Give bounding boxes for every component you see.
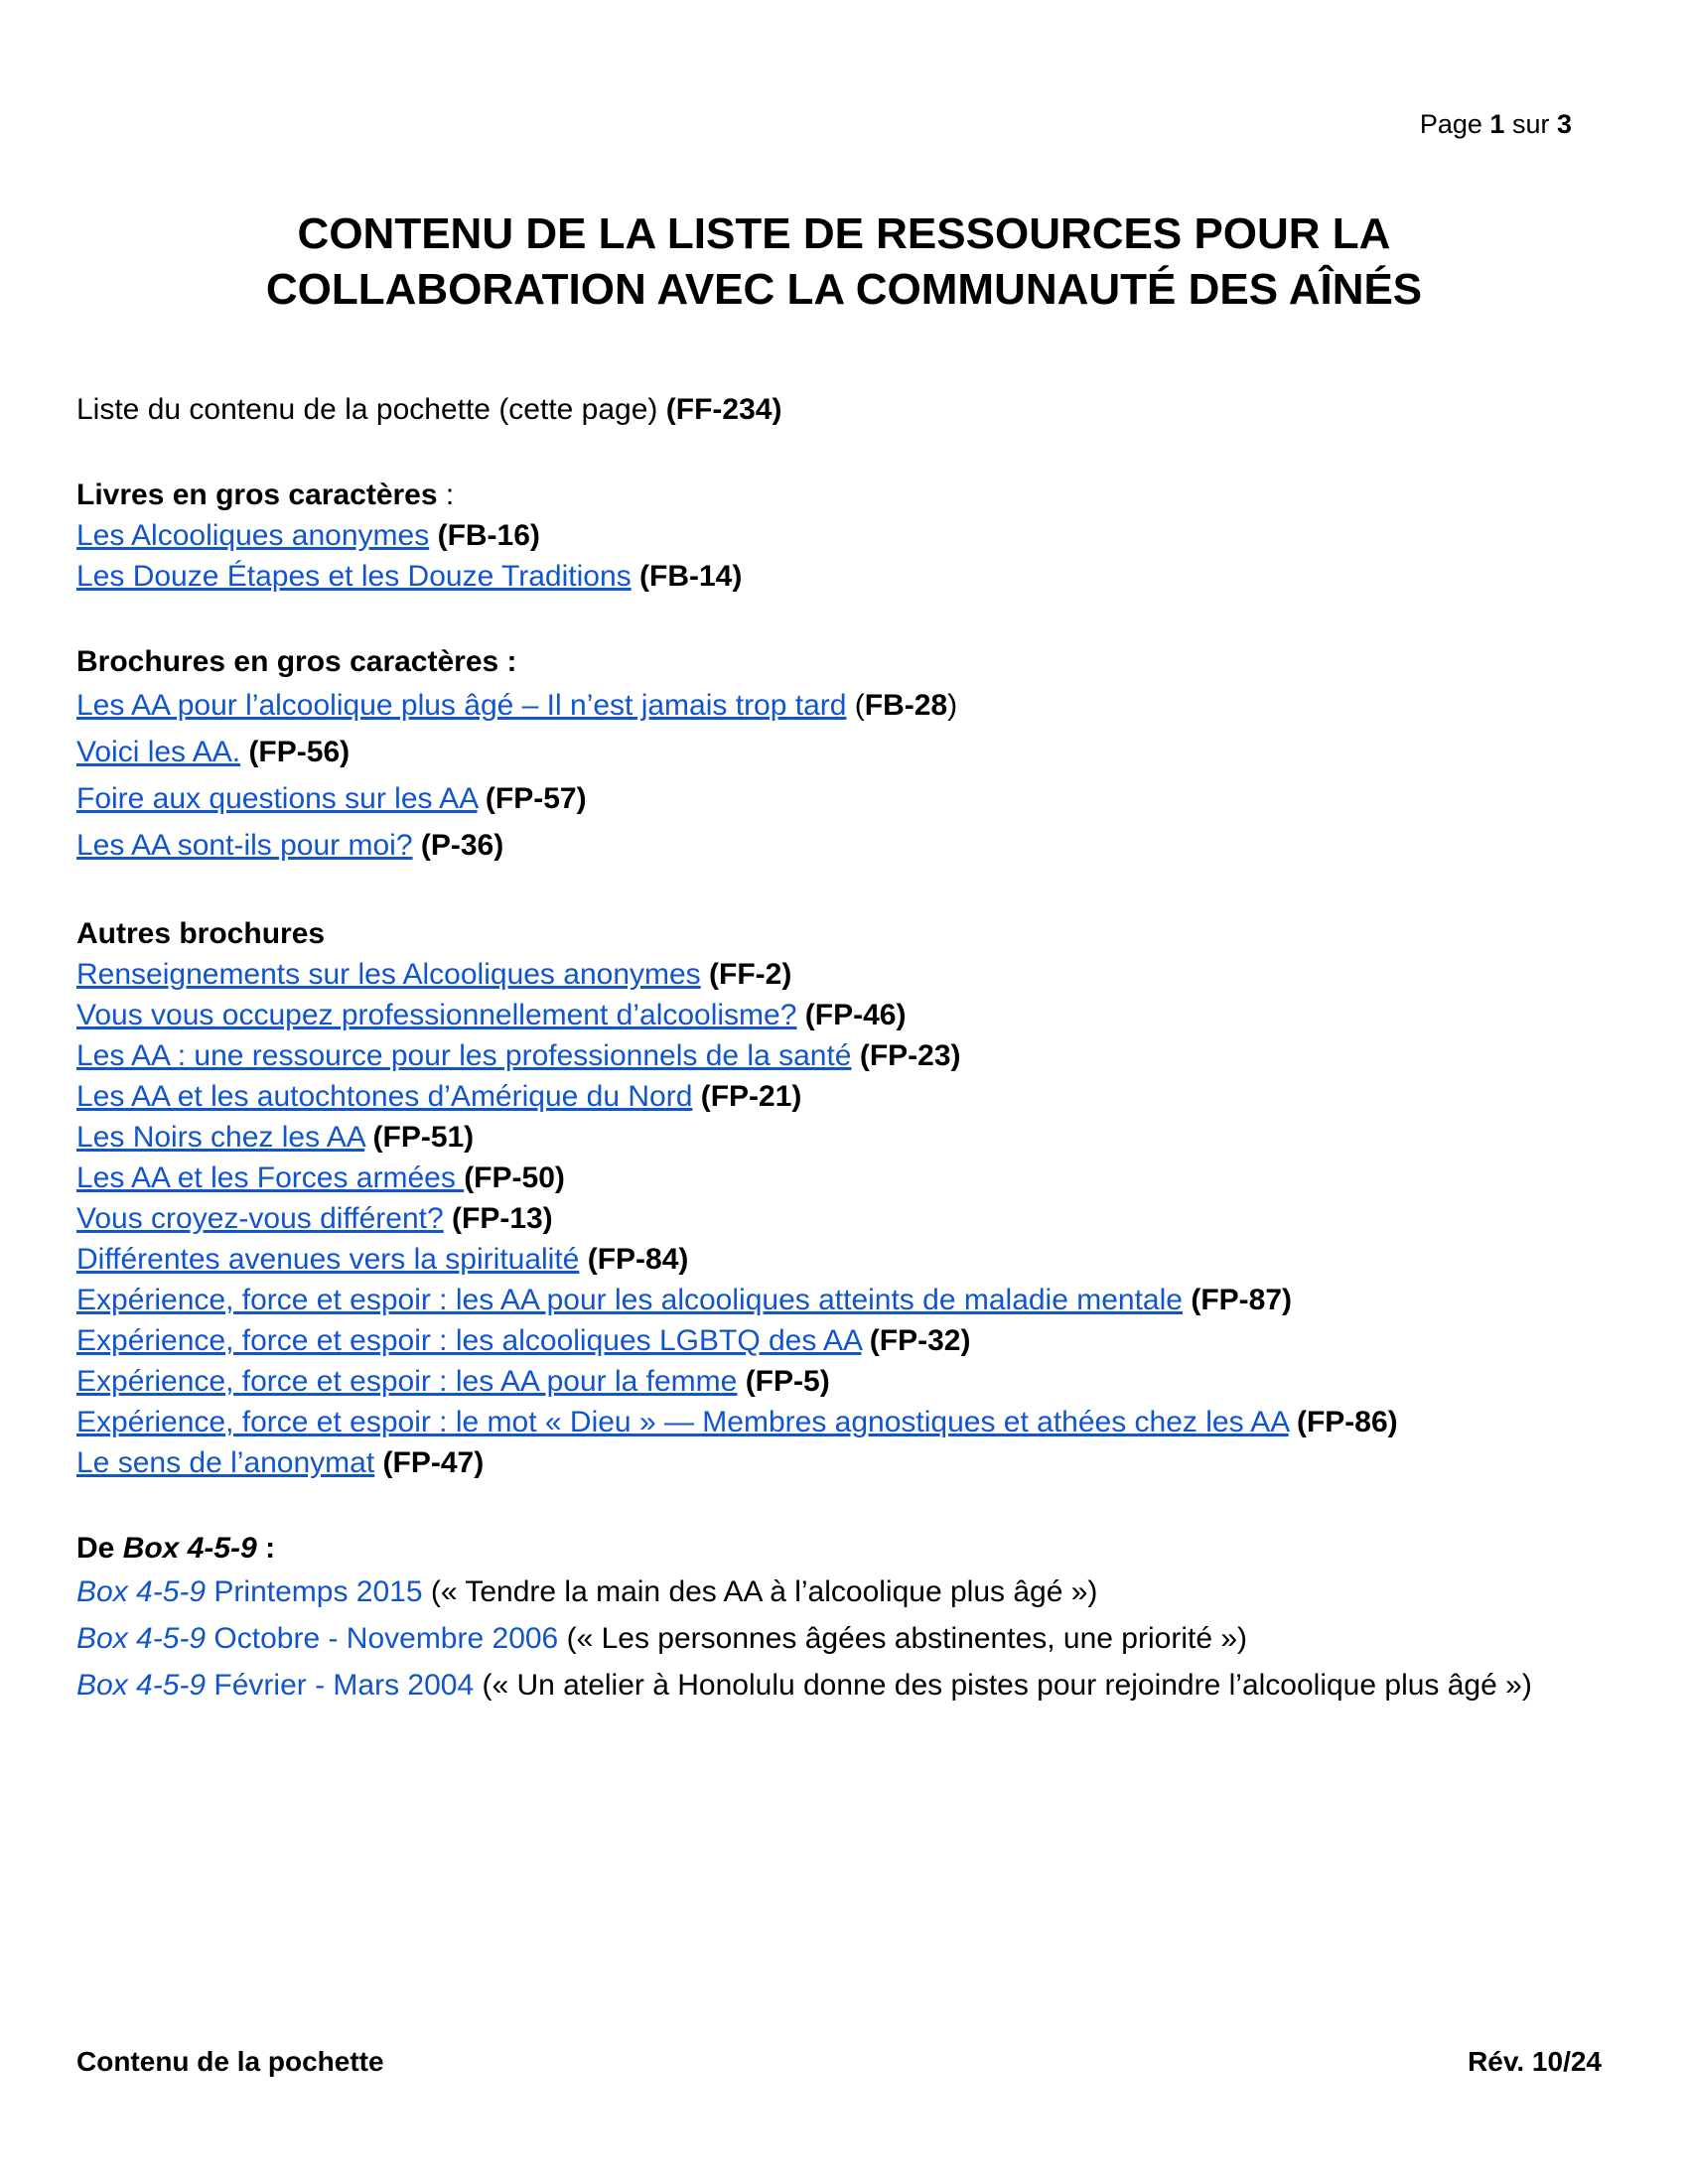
item-code: (FF-2) (709, 958, 792, 991)
item-code: FB-28 (864, 689, 948, 722)
box459-desc: (« Les personnes âgées abstinentes, une priorité ») (558, 1622, 1248, 1655)
large-brochures-heading: Brochures en gros caractères : (76, 645, 517, 678)
list-item (76, 775, 1606, 822)
list-item (76, 1615, 1606, 1662)
box459-heading-italic: Box 4-5-9 (122, 1532, 257, 1565)
brochure-link-lgbtq[interactable]: Expérience, force et espoir : les alcooliques LGBTQ des AA (76, 1324, 862, 1357)
list-item (76, 954, 1606, 995)
title-line-1: CONTENU DE LA LISTE DE RESSOURCES POUR LA (297, 209, 1391, 258)
item-code: (FP-87) (1191, 1284, 1293, 1316)
list-item (76, 1442, 1606, 1483)
brochure-link-spiritualite[interactable]: Différentes avenues vers la spiritualité (76, 1243, 580, 1276)
list-item (76, 995, 1606, 1035)
box459-issue: Printemps 2015 (206, 1575, 423, 1608)
list-item (76, 1402, 1606, 1442)
books-heading-colon: : (437, 478, 455, 511)
brochure-link-aa-pour-moi[interactable]: Les AA sont-ils pour moi? (76, 829, 413, 862)
box459-heading (76, 1528, 1606, 1569)
brochure-link-femme[interactable]: Expérience, force et espoir : les AA pour la femme (76, 1365, 738, 1398)
document-body (76, 389, 1606, 1708)
page-number (1420, 109, 1572, 140)
list-item (76, 1320, 1606, 1361)
list-item (76, 1198, 1606, 1239)
item-code: (FP-21) (700, 1080, 802, 1113)
page-current: 1 (1489, 109, 1505, 139)
spacer (76, 1483, 1606, 1528)
brochure-link-renseignements[interactable]: Renseignements sur les Alcooliques anonymes (76, 958, 701, 991)
list-item (76, 822, 1606, 869)
list-item (76, 1076, 1606, 1117)
list-item (76, 1158, 1606, 1198)
spacer (76, 597, 1606, 641)
other-brochures-heading: Autres brochures (76, 917, 326, 950)
item-code: (FP-86) (1296, 1406, 1398, 1438)
box459-issue: Février - Mars 2004 (206, 1669, 475, 1702)
box459-link-fevrier-2004[interactable] (76, 1669, 474, 1702)
brochure-link-foire-aux-questions[interactable]: Foire aux questions sur les AA (76, 782, 478, 815)
item-code: (FP-57) (485, 782, 587, 815)
page-total: 3 (1556, 109, 1572, 139)
box459-desc: (« Un atelier à Honolulu donne des pistes pour rejoindre l’alcoolique plus âgé ») (474, 1669, 1532, 1702)
spacer (76, 869, 1606, 913)
list-item (76, 729, 1606, 775)
item-code: (FP-51) (372, 1121, 475, 1154)
item-code: (FB-16) (437, 519, 540, 552)
brochure-link-autochtones[interactable]: Les AA et les autochtones d’Amérique du Nord (76, 1080, 693, 1113)
item-code: (FP-50) (464, 1161, 565, 1194)
box459-link-octobre-2006[interactable] (76, 1622, 558, 1655)
footer-document-name: Contenu de la pochette (76, 2046, 384, 2077)
box459-heading-suffix: : (256, 1532, 276, 1565)
book-link-alcooliques-anonymes[interactable]: Les Alcooliques anonymes (76, 519, 430, 552)
item-code: (FP-84) (587, 1243, 689, 1276)
box459-desc: (« Tendre la main des AA à l’alcoolique plus âgé ») (422, 1575, 1098, 1608)
books-heading-line (76, 475, 1606, 515)
brochure-link-professionnellement[interactable]: Vous vous occupez professionnellement d’alcoolisme? (76, 999, 797, 1031)
item-code: (FP-32) (869, 1324, 971, 1357)
item-code: (FP-56) (248, 736, 351, 768)
footer-revision: Rév. 10/24 (1468, 2046, 1602, 2077)
title-line-2: COLLABORATION AVEC LA COMMUNAUTÉ DES AÎNÉS (265, 265, 1423, 314)
list-item (76, 515, 1606, 556)
box459-issue: Octobre - Novembre 2006 (206, 1622, 559, 1655)
item-code: (FP-23) (859, 1039, 961, 1072)
list-item: Les AA pour l’alcoolique plus âgé – Il n’est jamais trop tard (FB-28) (76, 689, 958, 722)
item-code: (FP-46) (804, 999, 907, 1031)
brochure-link-agnostiques[interactable]: Expérience, force et espoir : le mot « Dieu » — Membres agnostiques et athées chez les AA (76, 1406, 1289, 1438)
item-code: (FP-47) (382, 1446, 485, 1479)
brochure-link-different[interactable]: Vous croyez-vous différent? (76, 1202, 444, 1235)
item-code: (FB-14) (639, 560, 743, 593)
list-item (76, 556, 1606, 597)
list-item (76, 1035, 1606, 1076)
brochure-link-noirs[interactable]: Les Noirs chez les AA (76, 1121, 365, 1154)
brochure-link-forces-armees[interactable]: Les AA et les Forces armées (76, 1161, 465, 1194)
brochure-link-anonymat[interactable]: Le sens de l’anonymat (76, 1446, 375, 1479)
brochure-link-maladie-mentale[interactable]: Expérience, force et espoir : les AA pour les alcooliques atteints de maladie mentale (76, 1284, 1183, 1316)
box459-link-printemps-2015[interactable] (76, 1575, 423, 1608)
intro-line (76, 389, 1606, 430)
book-link-douze-etapes[interactable]: Les Douze Étapes et les Douze Traditions (76, 560, 632, 593)
intro-code: (FF-234) (665, 393, 782, 426)
box459-heading-prefix: De (76, 1532, 123, 1565)
brochure-link-professionnels-sante[interactable]: Les AA : une ressource pour les professionnels de la santé (76, 1039, 852, 1072)
page-sep: sur (1511, 109, 1550, 139)
list-item (76, 1662, 1606, 1708)
brochure-link-voici-les-aa[interactable]: Voici les AA. (76, 736, 241, 768)
item-code: (FP-13) (452, 1202, 553, 1235)
intro-text: Liste du contenu de la pochette (cette page) (76, 393, 658, 426)
page-label: Page (1419, 109, 1482, 139)
brochure-link-alcoolique-plus-age[interactable]: Les AA pour l’alcoolique plus âgé – Il n’est jamais trop tard (76, 689, 847, 722)
list-item (76, 1280, 1606, 1320)
list-item (76, 1117, 1606, 1158)
books-heading: Livres en gros caractères (76, 478, 438, 511)
item-code: (FP-5) (745, 1365, 830, 1398)
list-item (76, 1361, 1606, 1402)
list-item (76, 1239, 1606, 1280)
list-item (76, 1569, 1606, 1615)
document-title (0, 206, 1688, 318)
box459-italic: Box 4-5-9 (76, 1575, 207, 1608)
item-code: (P-36) (420, 829, 504, 862)
spacer (76, 430, 1606, 475)
box459-italic: Box 4-5-9 (76, 1669, 207, 1702)
box459-italic: Box 4-5-9 (76, 1622, 207, 1655)
